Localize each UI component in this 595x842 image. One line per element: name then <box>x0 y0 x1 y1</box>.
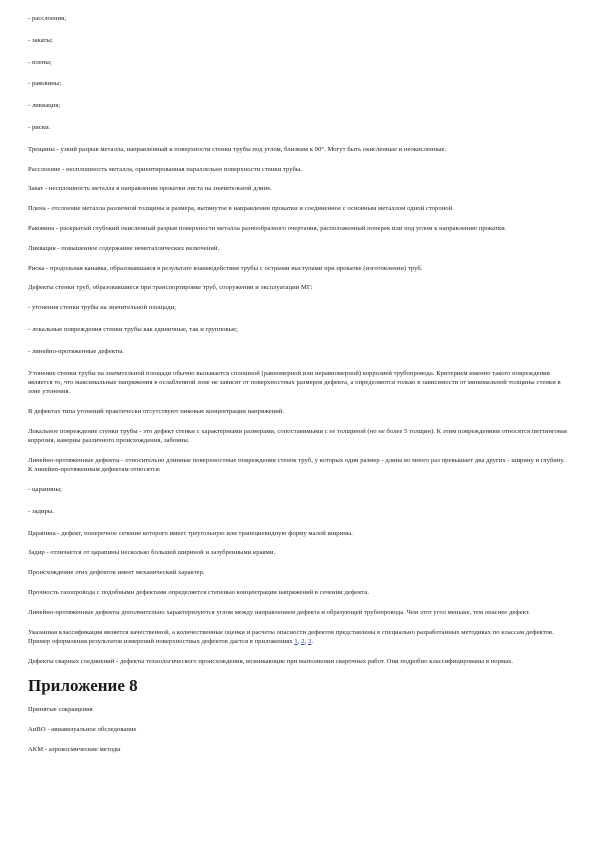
paragraph-linear-defects: Линейно-протяженные дефекты - относительно длинные поверхностные повреждения стенок труб, у которых один размер - длина во много раз превышает два других - ширину и глубину. К линейно-протяженным дефектам относятся: <box>28 456 565 474</box>
paragraph-delamination: Расслоение - несплошность металла, ориентированная параллельно поверхности стенки трубы. <box>28 165 303 173</box>
paragraph-angle: Линейно-протяженные дефекты дополнительно характеризуются углом между направлением дефекта и образующей трубопровода. Чем этот угол меньше, тем опаснее дефект. <box>28 608 531 616</box>
abbreviation-item: АиВО - авиавизуальное обследование <box>28 726 137 734</box>
list-item: - задиры. <box>28 507 55 515</box>
linear-defects-list <box>28 485 569 516</box>
appendix-link-1[interactable]: 1 <box>294 637 298 645</box>
paragraph-origin: Происхождение этих дефектов имеет механический характер. <box>28 569 205 577</box>
paragraph-segregation: Ликвация - повышенное содержание неметаллических включений. <box>28 244 220 252</box>
abbreviation-item: АКМ - аэрокосмические методы <box>28 745 121 753</box>
list-item: - закаты; <box>28 36 53 44</box>
paragraph-weld-defects: Дефекты сварных соединений - дефекты технологического происхождения, возникающие при выполнении сварочных работ. Они подробно классифицированы в нормах. <box>28 657 514 665</box>
list-item: - расслоения; <box>28 15 67 22</box>
appendix-heading: Приложение 8 <box>28 676 138 696</box>
abbreviations-title: Принятые сокращения <box>28 706 93 714</box>
list-item: - линейно-протяженные дефекты. <box>28 347 125 355</box>
paragraph-scab: Плена - отслоение металла различной толщины и размера, вытянутое в направлении прокатки и соединенное с основным металлом одной стороной. <box>28 205 454 213</box>
paragraph-thinning-stress: В дефектах типа утонений практически отсутствуют пиковые концентрации напряжений. <box>28 407 285 415</box>
defect-types-list <box>28 14 569 132</box>
paragraph-rolling-fold: Закат - несплошность металла в направлении прокатки листа на значительной длине. <box>28 185 272 193</box>
list-item: - локальные повреждения стенки трубы как единичные, так и групповые; <box>28 325 238 333</box>
paragraph-scratch-mark: Риска - продольная канавка, образовавшаяся в результате взаимодействия трубы с острыми выступами при прокатке (изготовлении) труб. <box>28 264 423 272</box>
paragraph-wall-defects-intro: Дефекты стенки труб, образовавшиеся при транспортировке труб, сооружении и эксплуатации МГ: <box>28 284 313 292</box>
paragraph-scratch: Царапина - дефект, поперечное сечение которого имеет треугольную или трапециевидную форму малой ширины. <box>28 529 353 537</box>
paragraph-classification <box>28 628 569 647</box>
list-item: - риски. <box>28 123 51 131</box>
appendix-link-3[interactable]: 3 <box>307 637 312 645</box>
list-item: - утонения стенки трубы на значительной площади; <box>28 304 176 312</box>
paragraph-cracks: Трещины - узкий разрыв металла, направленный к поверхности стенки трубы под углом, близким к 90°. Могут быть окисленные и неокисленные. <box>28 145 447 153</box>
paragraph-cavity: Раковина - раскрытый глубокий окисленный разрыв поверхности металла разнообразного очертания, расположенный поперек или под углом к направлению прокатки. <box>28 224 507 232</box>
classification-text: Указанная классификация является качественной, а количественные оценки и расчеты опасности дефектов представлены в специально разработанных методиках по классам дефектов. Пример оформления результатов измерений поверхностных дефектов дается в приложениях <box>28 628 554 645</box>
list-item: - царапины; <box>28 485 62 493</box>
link-separator: , <box>304 637 308 645</box>
list-item: - плены; <box>28 58 52 66</box>
list-item: - раковины; <box>28 80 62 88</box>
paragraph-strength: Прочность газопровода с подобными дефектами определяется степенью концентрации напряжений в сечении дефекта. <box>28 588 370 596</box>
list-item: - ликвация; <box>28 102 61 110</box>
link-separator: , <box>297 637 302 645</box>
paragraph-gouge: Задир - отличается от царапины несколько большей шириной и зазубренными краями. <box>28 549 276 557</box>
appendix-link-2[interactable]: 2 <box>301 637 305 645</box>
paragraph-local-damage: Локальное повреждение стенки трубы - это дефект стенки с характерными размерами, сопоставимыми с ее толщиной (но не более 5 толщин). К этим повреждениям относятся питтинговая коррозия, каверны различного происхождения, забоины. <box>28 427 567 445</box>
paragraph-thinning: Утонение стенки трубы на значительной площади обычно вызывается сплошной (равномерной или неравномерной) коррозией трубопровода. Критерием именно такого повреждения является то, что максимальные напряжения в ослабленной зоне не зависят от поверхностных размеров дефекта, а определяются только в зависимости от минимальной толщины стенки в зоне утонения. <box>28 369 561 396</box>
sentence-end: . <box>311 637 314 645</box>
wall-defects-list <box>28 303 569 356</box>
